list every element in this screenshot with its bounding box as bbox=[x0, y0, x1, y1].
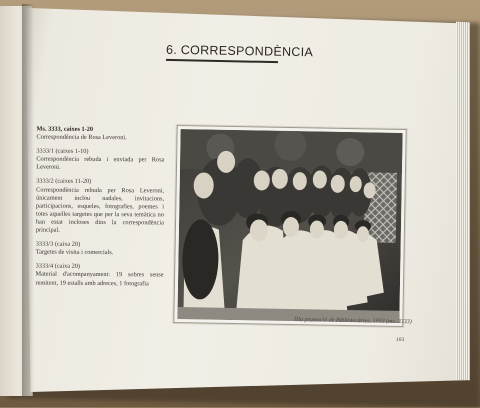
group-photograph bbox=[177, 129, 402, 323]
entry-reference: 3333/4 (caixa 20) bbox=[35, 262, 81, 271]
page-stack-edge bbox=[456, 22, 470, 381]
page-number: 103 bbox=[396, 337, 405, 343]
entry-description: Correspondència rebuda i enviada per Rosa Leveroni. bbox=[36, 155, 165, 172]
catalogue-list bbox=[35, 126, 164, 294]
catalogue-entry bbox=[35, 263, 163, 288]
catalogue-entry bbox=[36, 126, 164, 143]
entry-reference: Ms. 3333, caixes 1-20 bbox=[36, 125, 94, 133]
photo-caption: IIIa promoció de Bibliotecàries. 1933 (ms. 3333) bbox=[293, 316, 412, 326]
entry-description: Material d'acompanyament: 19 sobres sense remitent, 19 estalls amb adreces, 1 fotografia bbox=[35, 270, 164, 287]
entry-description: Correspondència rebuda per Rosa Leveroni, únicament inclou nadales, invitacions, participacions, esqueles, fotografies, poemes i totes aquelles targetes que per la seva temàtica no han estat incloses dins la correspondència principal. bbox=[35, 186, 165, 234]
entry-reference: 3333/2 (caixes 11-20) bbox=[36, 178, 92, 186]
entry-description: Targetes de visita i comercials. bbox=[35, 248, 114, 257]
entry-reference: 3333/3 (caixa 20) bbox=[35, 240, 81, 248]
catalogue-entry bbox=[36, 178, 164, 236]
catalogue-entry bbox=[36, 241, 164, 258]
entry-description: Correspondència de Rosa Leveroni. bbox=[36, 133, 127, 142]
section-title: 6. CORRESPONDÈNCIA bbox=[165, 42, 314, 60]
entry-reference: 3333/1 (caixes 1-10) bbox=[36, 147, 89, 156]
book-gutter bbox=[22, 4, 34, 396]
photo-frame bbox=[173, 125, 406, 327]
catalogue-entry bbox=[36, 148, 164, 173]
